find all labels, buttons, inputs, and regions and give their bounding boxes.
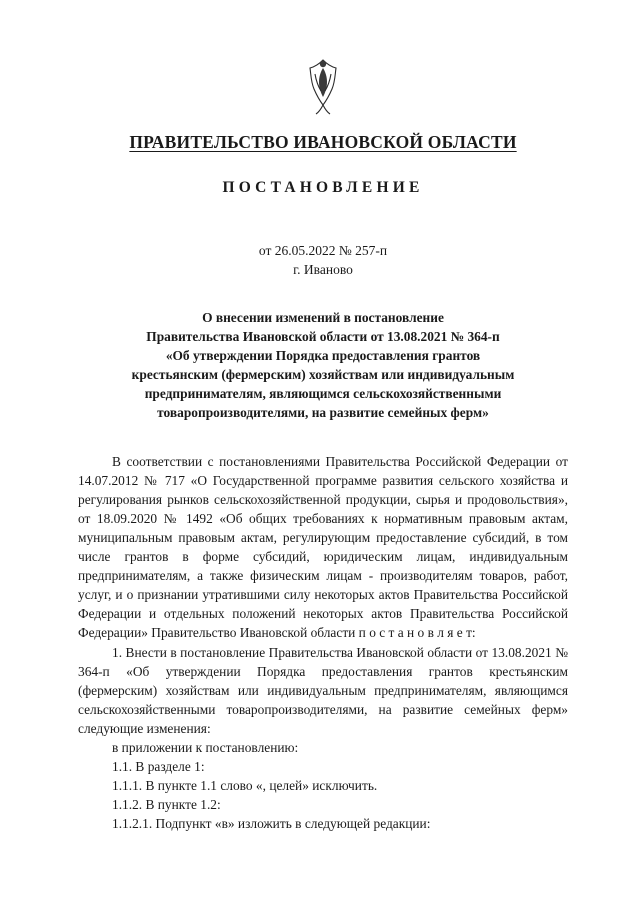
subject-line: крестьянским (фермерским) хозяйствам или индивидуальным: [131, 367, 515, 383]
paragraph-item-1: 1. Внести в постановление Правительства Ивановской области от 13.08.2021 № 364-п «Об утверждении Порядка предоставления грантов крестьянским (фермерским) хозяйствам или индивидуальным предпринимателям, являющимся сельскохозяйственными товаропроизводителями, на развитие семейных ферм» следующие изменения:: [78, 644, 568, 736]
subject-line: предпринимателям, являющимся сельскохозяйственными: [144, 386, 502, 402]
document-city: г. Иваново: [293, 262, 353, 277]
coat-of-arms-icon: [302, 58, 344, 118]
organization-title: ПРАВИТЕЛЬСТВО ИВАНОВСКОЙ ОБЛАСТИ: [129, 132, 517, 152]
subject-line: Правительства Ивановской области от 13.08.2021 № 364-п: [146, 329, 500, 345]
subject-line: товаропроизводителями, на развитие семейных ферм»: [157, 405, 489, 421]
paragraph-item-1-1: 1.1. В разделе 1:: [112, 758, 205, 774]
document-type: ПОСТАНОВЛЕНИЕ: [222, 179, 424, 196]
document-date-number: от 26.05.2022 № 257-п: [258, 243, 388, 258]
paragraph-item-appendix: в приложении к постановлению:: [112, 739, 299, 755]
paragraph-item-1-1-2: 1.1.2. В пункте 1.2:: [112, 796, 221, 812]
document-body: [78, 452, 568, 833]
paragraph-item-1-1-2-1: 1.1.2.1. Подпункт «в» изложить в следующей редакции:: [112, 815, 431, 831]
subject-line: О внесении изменений в постановление: [202, 310, 444, 325]
emblem-container: [78, 58, 568, 124]
document-subject: [78, 308, 568, 422]
paragraph-preamble: В соответствии с постановлениями Правительства Российской Федерации от 14.07.2012 № 717 «О Государственной программе развития сельского хозяйства и регулирования рынков сельскохозяйственной продукции, сырья и продовольствия», от 18.09.2020 № 1492 «Об общих требованиях к нормативным правовым актам, муниципальным правовым актам, регулирующим предоставление субсидий, в том числе грантов в форме субсидий, юридическим лицам, индивидуальным предпринимателям, а также физическим лицам - производителям товаров, работ, услуг, и о признании утратившими силу некоторых актов Правительства Российской Федерации и отдельных положений некоторых актов Правительства Российской Федерации» Правительство Ивановской области п о с т а н о в л я е т:: [78, 454, 568, 641]
subject-line: «Об утверждении Порядка предоставления грантов: [165, 348, 481, 364]
paragraph-item-1-1-1: 1.1.1. В пункте 1.1 слово «, целей» исключить.: [112, 777, 378, 793]
